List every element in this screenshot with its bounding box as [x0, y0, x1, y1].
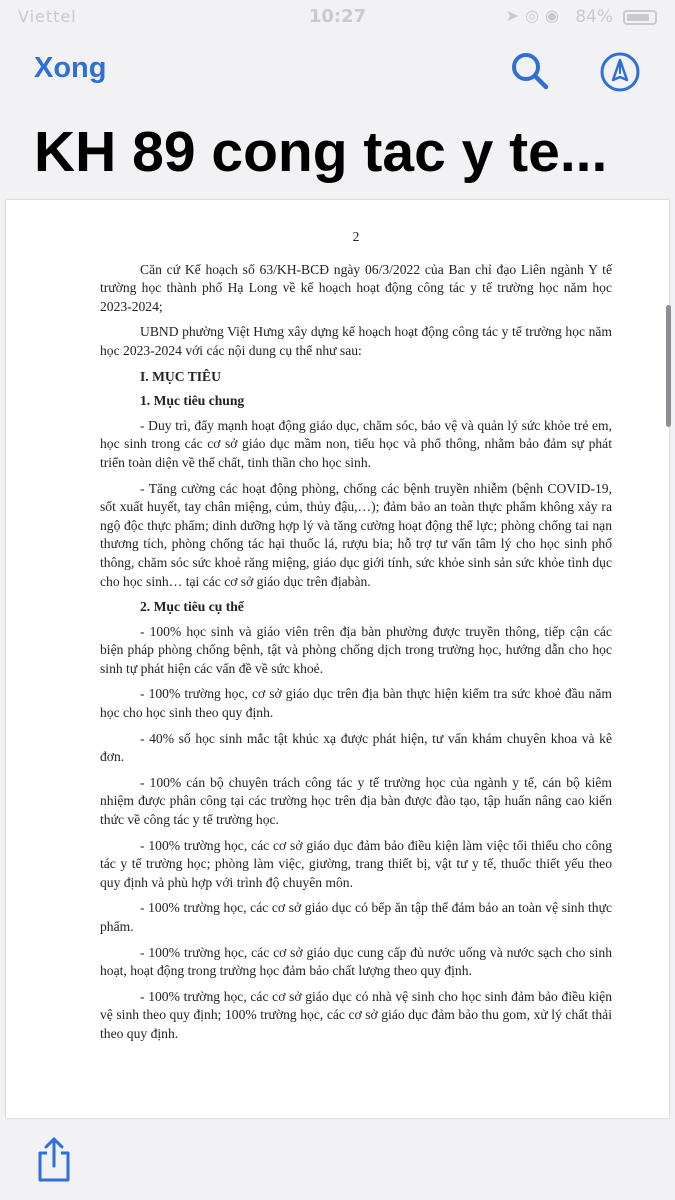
scroll-indicator[interactable] [666, 305, 671, 427]
paragraph: - Tăng cường các hoạt động phòng, chống các bệnh truyền nhiễm (bệnh COVID-19, sốt xuất huyết, tay chân miệng, cúm, thủy đậu,…); đảm bảo an toàn thực phẩm không xảy ra ngộ độc thực phẩm; dinh dưỡng hợp lý và tăng cường hoạt động thể lực; phòng chống tai nạn thương tích, phòng chống tác hại thuốc lá, rượu bia; hỗ trợ tư vấn tâm lý cho học sinh phổ thông, chăm sóc sức khoẻ răng miệng, giáo dục giới tính, sức khỏe sinh sản sức khỏe tình dục cho học sinh… tại các cơ sở giáo dục trên địabàn. [100, 480, 612, 589]
paragraph: - 100% trường học, các cơ sở giáo dục có bếp ăn tập thể đảm bảo an toàn vệ sinh thực phẩm. [100, 900, 612, 934]
done-button[interactable]: Xong [34, 52, 107, 84]
section-heading: I. MỤC TIÊU [140, 368, 221, 384]
paragraph: UBND phường Việt Hưng xây dựng kế hoạch hoạt động công tác y tế trường học năm học 2023-2024 với các nội dung cụ thể như sau: [100, 324, 612, 358]
paragraph: - Duy trì, đẩy mạnh hoạt động giáo dục, chăm sóc, bảo vệ và quản lý sức khỏe trẻ em, học sinh trong các cơ sở giáo dục mầm non, tiểu học và phổ thông, nhằm bảo đảm sự phát triển toàn diện về thể chất, tinh thần cho học sinh. [100, 417, 612, 470]
carrier-label: Viettel [18, 7, 77, 26]
document-body [100, 261, 612, 1044]
paragraph: - 100% học sinh và giáo viên trên địa bàn phường được truyền thông, tiếp cận các biện pháp phòng chống bệnh, tật và phòng chống dịch trong trường học, hướng dẫn cho học sinh tự phát hiện các vấn đề về sức khoẻ. [100, 623, 612, 676]
paragraph: - 100% cán bộ chuyên trách công tác y tế trường học của ngành y tế, cán bộ kiêm nhiệm được phân công tại các trường học trên địa bàn được đào tạo, tập huấn nâng cao kiến thức về công tác y tế trường học. [100, 774, 612, 828]
share-icon[interactable] [34, 1136, 74, 1184]
paragraph: - 100% trường học, các cơ sở giáo dục cung cấp đủ nước uống và nước sạch cho sinh hoạt, hoạt động trong trường học đảm bảo chất lượng theo quy định. [100, 944, 612, 979]
clock: 10:27 [308, 6, 367, 27]
search-icon[interactable] [508, 50, 550, 92]
bottom-toolbar [0, 1120, 675, 1200]
paragraph: - 100% trường học, các cơ sở giáo dục đảm bảo điều kiện làm việc tối thiểu cho công tác y tế trường học; phòng làm việc, giường, trang thiết bị, vật tư y tế, thuốc thiết yếu theo quy định và phù hợp với trình độ chuyên môn. [100, 837, 612, 890]
navigation-bar [0, 40, 675, 100]
section-heading: 2. Mục tiêu cụ thể [140, 599, 244, 615]
battery-icon [623, 10, 657, 25]
battery-percent: 84% [575, 7, 613, 27]
markup-pen-icon[interactable] [598, 50, 642, 94]
paragraph: - 100% trường học, cơ sở giáo dục trên địa bàn thực hiện kiểm tra sức khoẻ đầu năm học cho học sinh theo quy định. [100, 686, 612, 721]
page-content [100, 228, 612, 1051]
status-bar [0, 0, 675, 34]
paragraph: - 100% trường học, các cơ sở giáo dục có nhà vệ sinh cho học sinh đảm bảo điều kiện vệ sinh theo quy định; 100% trường học, các cơ sở giáo dục đảm bảo thu gom, xử lý chất thải theo quy định. [100, 988, 612, 1041]
document-title: KH 89 cong tac y te... [34, 120, 608, 184]
page-number: 2 [352, 229, 360, 244]
document-page[interactable] [6, 200, 669, 1118]
paragraph: Căn cứ Kế hoạch số 63/KH-BCĐ ngày 06/3/2022 của Ban chỉ đạo Liên ngành Y tế trường học thành phố Hạ Long về kế hoạch hoạt động công tác y tế trường học năm học 2023-2024; [100, 261, 612, 314]
paragraph: - 40% số học sinh mắc tật khúc xạ được phát hiện, tư vấn khám chuyên khoa và kê đơn. [100, 730, 612, 765]
section-heading: 1. Mục tiêu chung [140, 393, 245, 409]
status-icons: ➤◎◉ [505, 6, 565, 25]
